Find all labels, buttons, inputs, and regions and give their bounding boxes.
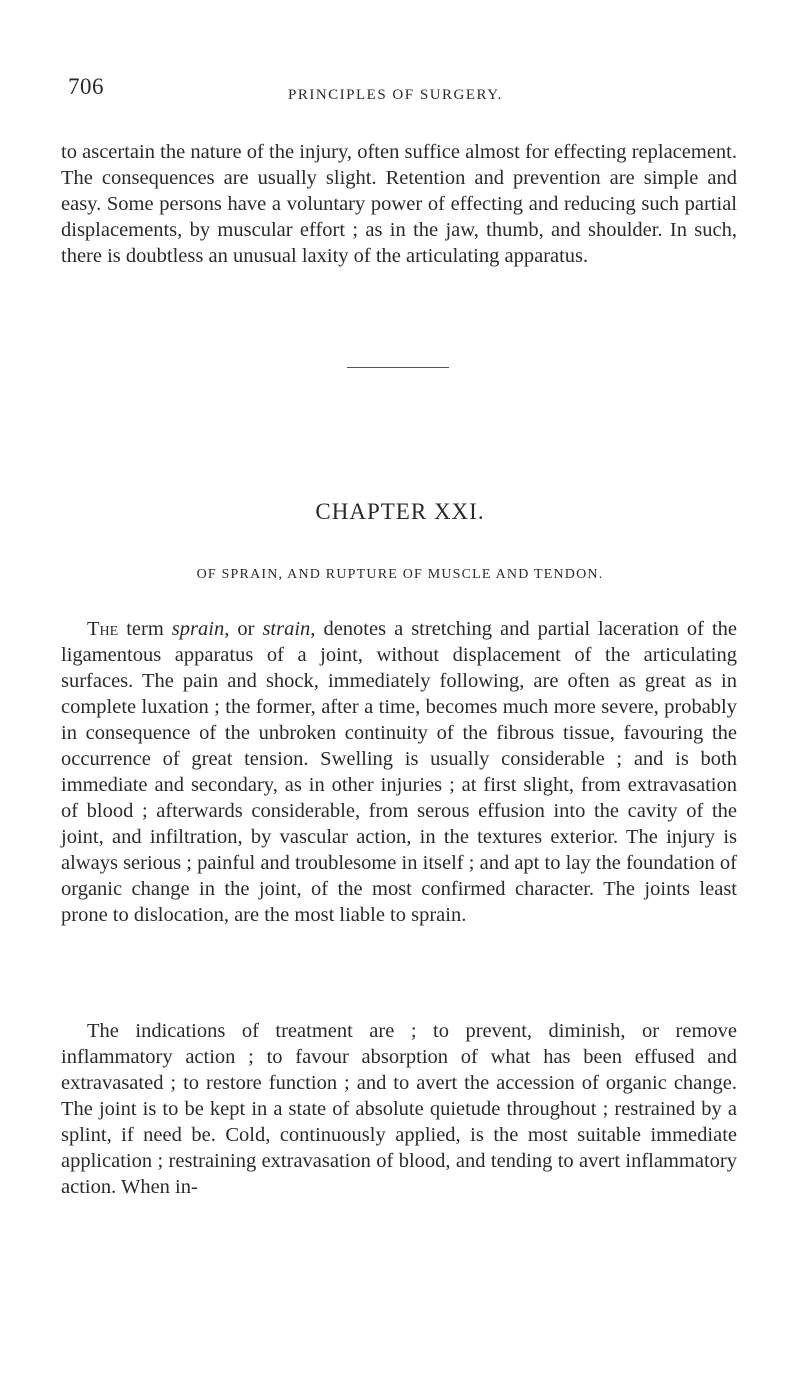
lead-word: The [87,618,119,640]
chapter-subtitle: OF SPRAIN, AND RUPTURE OF MUSCLE AND TENDON. [196,567,604,582]
page-number: 706 [68,74,104,99]
running-head: PRINCIPLES OF SURGERY. [288,87,503,103]
section-divider [347,367,449,368]
paragraph-continued: to ascertain the nature of the injury, often suffice almost for effecting replacement. The consequences are usually slight. Retention and prevention are simple and easy. Some persons have a voluntary power of effecting and reducing such partial displacements, by muscular effort ; as in the jaw, thumb, and shoulder. In such, there is doubtless an unusual laxity of the articulating apparatus. [61,141,737,267]
paragraph-sprain-definition [61,616,737,928]
term-sprain: sprain [171,618,225,640]
text-run: term [118,618,172,640]
chapter-title: CHAPTER XXI. [315,499,485,524]
paragraph-treatment: The indications of treatment are ; to prevent, diminish, or remove inflammatory action ; to favour absorption of what has been effused and extravasated ; to restore function ; and to avert the accession of organic change. The joint is to be kept in a state of absolute quietude throughout ; restrained by a splint, if need be. Cold, continuously applied, is the most suitable immediate application ; restraining extravasation of blood, and tending to avert inflammatory action. When in- [61,1020,737,1198]
term-strain: strain [262,618,311,640]
text-run: , or [224,618,263,640]
text-run: , denotes a stretching and partial laceration of the ligamentous apparatus of a joint, without displacement of the articulating surfaces. The pain and shock, immediately following, are often as great as in complete luxation ; the former, after a time, becomes much more severe, probably in consequence of the unbroken continuity of the fibrous tissue, favouring the occurrence of great tension. Swelling is usually considerable ; and is both immediate and secondary, as in other injuries ; at first slight, from extravasation of blood ; afterwards considerable, from serous effusion into the cavity of the joint, and infiltration, by vascular action, in the textures exterior. The injury is always serious ; painful and troublesome in itself ; and apt to lay the foundation of organic change in the joint, of the most confirmed character. The joints least prone to dislocation, are the most liable to sprain. [61,618,737,926]
